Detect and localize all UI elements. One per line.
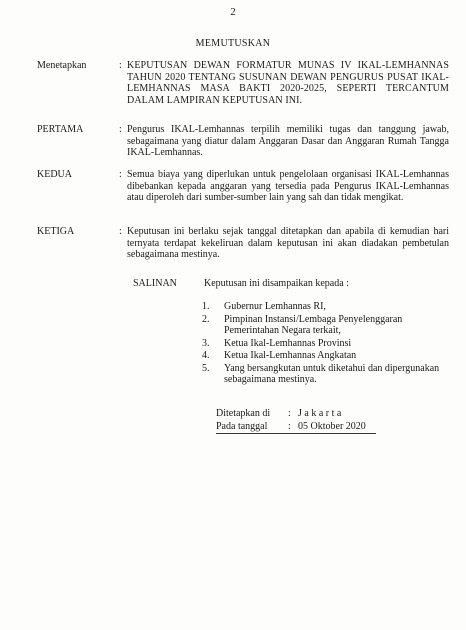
recipient-list [202,301,452,387]
salinan-intro: Keputusan ini disampaikan kepada : [204,278,349,289]
date-label: Pada tanggal [216,421,268,432]
decision-heading: MEMUTUSKAN [195,38,271,49]
place-label: Ditetapkan di [216,408,271,419]
place-colon: : [288,408,291,419]
date-value: 05 Oktober 2020 [298,421,366,432]
section-label-ketiga: KETIGA [37,226,75,237]
recipient-text: Pimpinan Instansi/Lembaga Penyelenggaran Pemerintahan Negara terkait, [224,313,403,336]
section-text-kedua [119,169,449,204]
list-item [202,301,452,313]
signature-underline [216,433,376,434]
place-value: J a k a r t a [298,408,342,419]
section-text-pertama [119,124,449,159]
section-body: KEPUTUSAN DEWAN FORMATUR MUNAS IV IKAL-LEMHANNAS TAHUN 2020 TENTANG SUSUNAN DEWAN PENGURUS PUSAT IKAL- LEMHANNAS MASA BAKTI 2020-2025, SEPERTI TERCANTUM DALAM LAMPIRAN KEPUTUSAN INI. [127,60,449,106]
section-label-pertama: PERTAMA [37,124,84,135]
recipient-text: Yang bersangkutan untuk diketahui dan dipergunakan sebagaimana mestinya. [224,362,440,385]
section-colon: : [119,60,122,71]
place-row [216,408,341,419]
section-body: Pengurus IKAL-Lemhannas terpilih memiliki tugas dan tanggung jawab, sebagaimana yang diatur dalam Anggaran Dasar dan Anggaran Rumah Tangga IKAL-Lemhannas. [127,124,449,158]
list-item [202,314,452,337]
list-number: 5. [202,362,210,374]
section-colon: : [119,226,122,237]
recipient-text: Ketua Ikal-Lemhannas Angkatan [224,350,357,361]
section-label-menetapkan: Menetapkan [37,60,87,71]
section-body: Semua biaya yang diperlukan untuk pengelolaan organisasi IKAL-Lemhannas dibebankan kepada anggaran yang tersedia pada Pengurus IKAL-Lemhannas atau diperoleh dari sumber-sumber lain yang sah dan tidak mengikat. [127,169,449,203]
list-number: 1. [202,301,210,312]
recipient-text: Gubernur Lemhannas RI, [224,301,326,312]
section-text-menetapkan [119,60,449,106]
list-number: 4. [202,350,210,361]
page-number: 2 [230,6,236,18]
list-item [202,338,452,350]
section-body: Keputusan ini berlaku sejak tanggal ditetapkan dan apabila di kemudian hari ternyata terdapat kekeliruan dalam keputusan ini akan diadakan pembetulan sebagaimana mestinya. [127,226,449,260]
list-item [202,363,452,386]
section-colon: : [119,169,122,180]
section-label-kedua: KEDUA [37,169,72,180]
list-item [202,350,452,362]
date-colon: : [288,421,291,432]
date-row [216,421,366,432]
salinan-label: SALINAN [133,278,177,289]
list-number: 3. [202,337,210,349]
section-text-ketiga [119,226,449,261]
section-colon: : [119,124,122,135]
list-number: 2. [202,313,210,325]
recipient-text: Ketua Ikal-Lemhannas Provinsi [224,337,352,349]
